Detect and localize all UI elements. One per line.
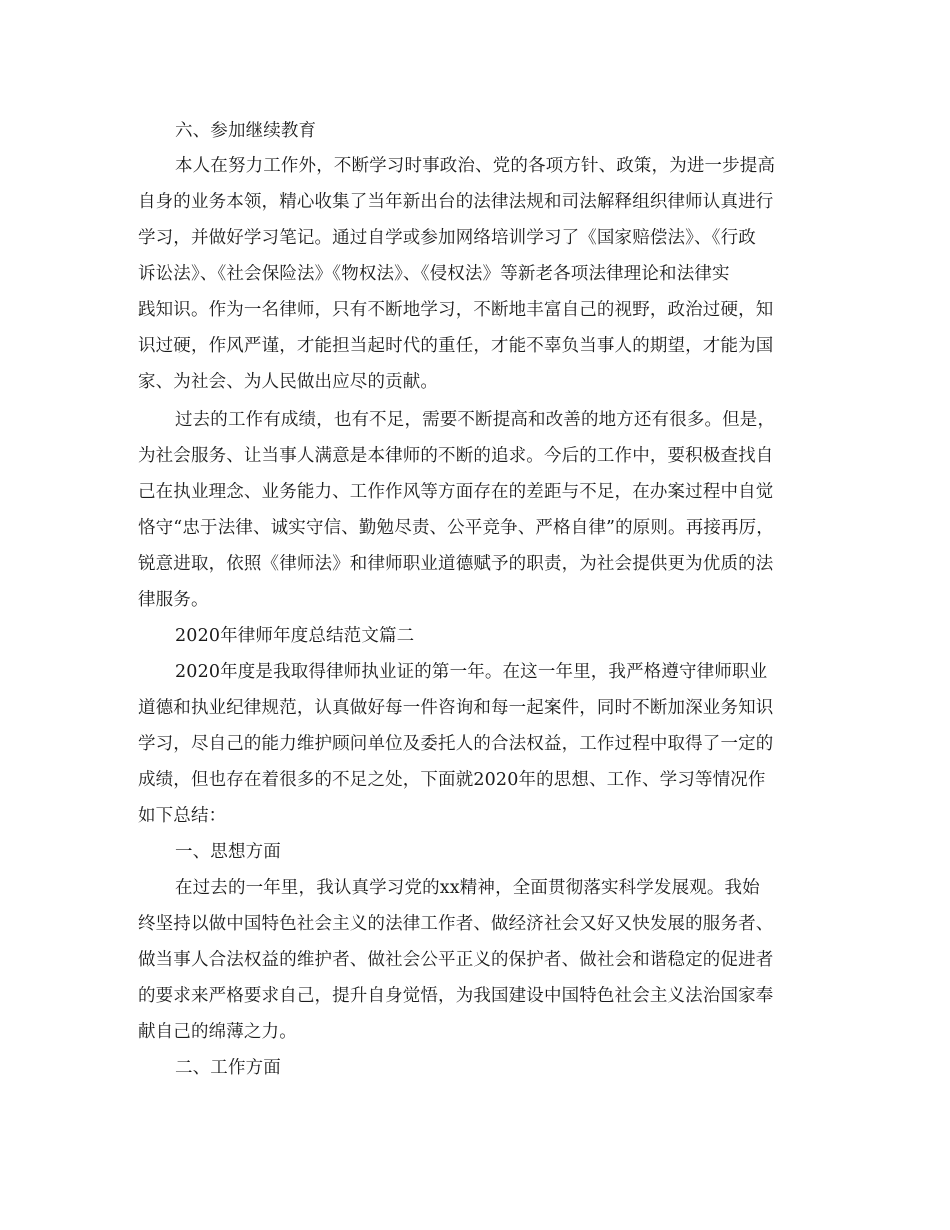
paragraph-line: 律服务。: [138, 590, 209, 610]
section-heading: 二、工作方面: [175, 1058, 281, 1078]
section-heading: 2020年律师年度总结范文篇二: [175, 626, 415, 646]
paragraph-line: 成绩，但也存在着很多的不足之处，下面就2020年的思想、工作、学习等情况作: [138, 770, 766, 790]
paragraph-line: 家、为社会、为人民做出应尽的贡献。: [138, 372, 439, 392]
section-heading: 一、思想方面: [175, 842, 281, 862]
paragraph-line: 恪守“忠于法律、诚实守信、勤勉尽责、公平竞争、严格自律”的原则。再接再厉，: [138, 518, 774, 538]
paragraph-line: 2020年度是我取得律师执业证的第一年。在这一年里，我严格遵守律师职业: [175, 662, 768, 682]
paragraph-line: 学习，并做好学习笔记。通过自学或参加网络培训学习了《国家赔偿法》、《行政: [138, 228, 756, 248]
paragraph-line: 在过去的一年里，我认真学习党的xx精神，全面贯彻落实科学发展观。我始: [175, 878, 760, 898]
paragraph-line: 本人在努力工作外，不断学习时事政治、党的各项方针、政策，为进一步提高: [175, 156, 776, 176]
paragraph-line: 践知识。作为一名律师，只有不断地学习，不断地丰富自己的视野，政治过硬，知: [138, 300, 774, 320]
paragraph-line: 诉讼法》、《社会保险法》《物权法》、《侵权法》等新老各项法律理论和法律实: [138, 264, 730, 284]
paragraph-line: 终坚持以做中国特色社会主义的法律工作者、做经济社会又好又快发展的服务者、: [138, 914, 774, 934]
paragraph-line: 做当事人合法权益的维护者、做社会公平正义的保护者、做社会和谐稳定的促进者: [138, 950, 774, 970]
section-heading: 六、参加继续教育: [175, 121, 317, 141]
paragraph-line: 过去的工作有成绩，也有不足，需要不断提高和改善的地方还有很多。但是，: [175, 410, 776, 430]
paragraph-line: 识过硬，作风严谨，才能担当起时代的重任，才能不辜负当事人的期望，才能为国: [138, 336, 774, 356]
paragraph-line: 道德和执业纪律规范，认真做好每一件咨询和每一起案件，同时不断加深业务知识: [138, 698, 774, 718]
paragraph-line: 己在执业理念、业务能力、工作作风等方面存在的差距与不足，在办案过程中自觉: [138, 482, 774, 502]
paragraph-line: 如下总结：: [138, 806, 227, 826]
paragraph-line: 献自己的绵薄之力。: [138, 1022, 297, 1042]
paragraph-line: 为社会服务、让当事人满意是本律师的不断的追求。今后的工作中，要积极查找自: [138, 446, 774, 466]
paragraph-line: 自身的业务本领，精心收集了当年新出台的法律法规和司法解释组织律师认真进行: [138, 192, 774, 212]
paragraph-line: 锐意进取，依照《律师法》和律师职业道德赋予的职责，为社会提供更为优质的法: [138, 554, 774, 574]
paragraph-line: 的要求来严格要求自己，提升自身觉悟，为我国建设中国特色社会主义法治国家奉: [138, 986, 774, 1006]
paragraph-line: 学习，尽自己的能力维护顾问单位及委托人的合法权益，工作过程中取得了一定的: [138, 734, 774, 754]
